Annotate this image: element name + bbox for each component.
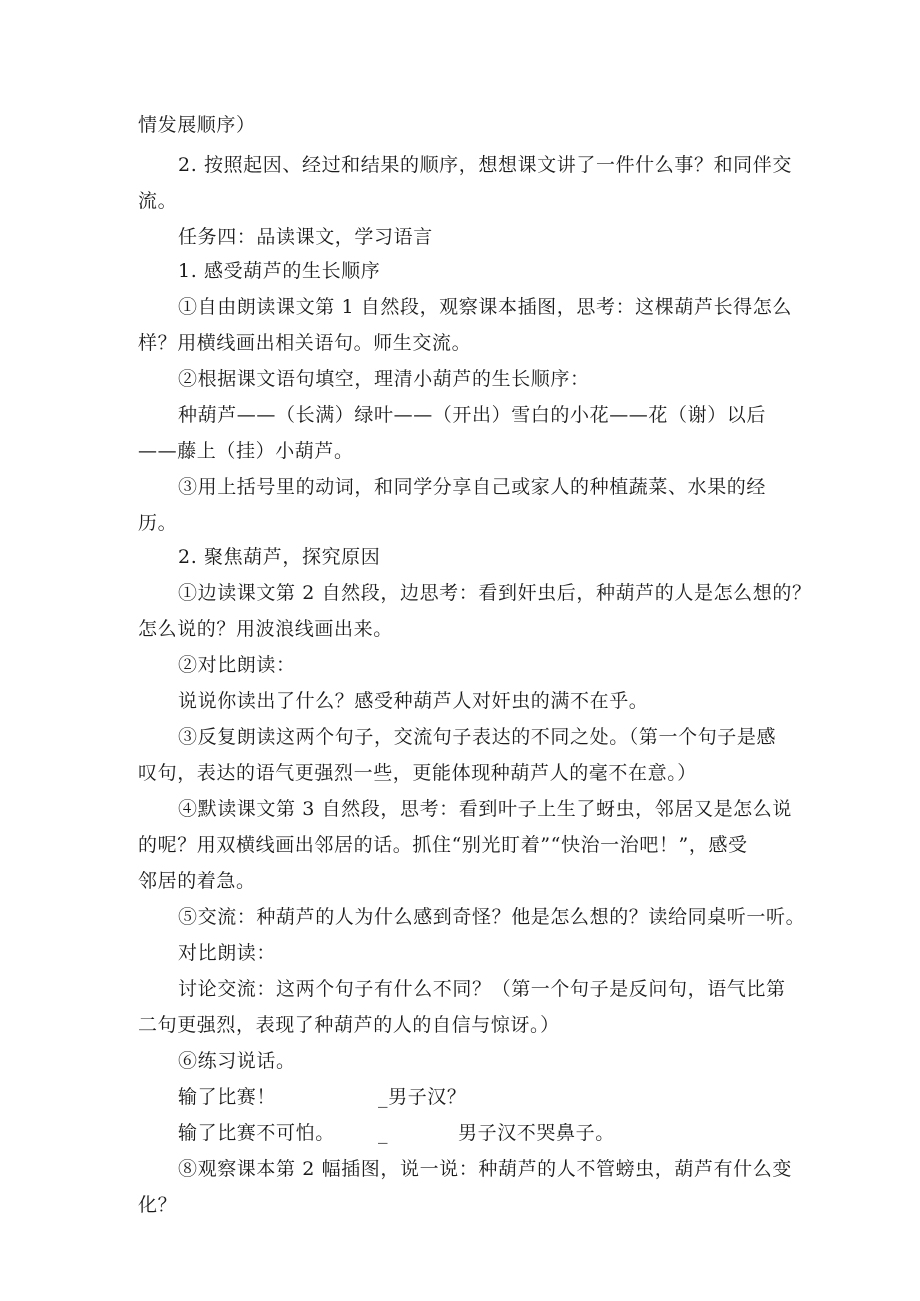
subsection-heading: 1. 感受葫芦的生长顺序 — [178, 260, 381, 282]
practice-blank: _ — [378, 1122, 389, 1144]
text-line: 历。 — [138, 512, 178, 534]
text-line: ③用上括号里的动词，和同学分享自己或家人的种植蔬菜、水果的经 — [178, 476, 767, 498]
text-line: 的呢？用双横线画出邻居的话。抓住“别光盯着”“快治一治吧！”，感受 — [138, 834, 748, 856]
text-line: ——藤上（挂）小葫芦。 — [138, 440, 354, 462]
practice-blank-text: _男子汉？ — [378, 1086, 467, 1108]
text-line: 邻居的着急。 — [138, 870, 256, 892]
practice-text: 输了比赛！ — [178, 1086, 277, 1108]
text-line: 流。 — [138, 190, 178, 212]
text-line: ⑥练习说话。 — [178, 1050, 296, 1072]
text-line: 种葫芦——（长满）绿叶——（开出）雪白的小花——花（谢）以后 — [178, 404, 767, 426]
practice-text: 输了比赛不可怕。 — [178, 1122, 335, 1144]
section-heading: 任务四：品读课文，学习语言 — [178, 226, 433, 248]
text-line: ④默读课文第 3 自然段，思考：看到叶子上生了蚜虫，邻居又是怎么说 — [178, 798, 792, 820]
practice-row-2 — [178, 1120, 615, 1146]
text-line: 情发展顺序） — [138, 114, 256, 136]
text-line: 说说你读出了什么？感受种葫芦人对奸虫的满不在乎。 — [178, 690, 649, 712]
text-line: 2. 按照起因、经过和结果的顺序，想想课文讲了一件什么事？和同伴交 — [178, 154, 792, 176]
text-line: 化？ — [138, 1194, 178, 1216]
text-line: ⑧观察课本第 2 幅插图，说一说：种葫芦的人不管螃虫，葫芦有什么变 — [178, 1158, 792, 1180]
text-line: 怎么说的？用波浪线画出来。 — [138, 618, 393, 640]
text-line: 样？用横线画出相关语句。师生交流。 — [138, 332, 472, 354]
practice-text: 男子汉不哭鼻子。 — [458, 1122, 615, 1144]
text-line: 对比朗读： — [178, 942, 277, 964]
text-line: ⑤交流：种葫芦的人为什么感到奇怪？他是怎么想的？读给同桌听一听。 — [178, 906, 806, 928]
text-line: ①边读课文第 2 自然段，边思考：看到奸虫后，种葫芦的人是怎么想的？ — [178, 582, 812, 604]
practice-row-1 — [178, 1084, 467, 1110]
text-line: ②根据课文语句填空，理清小葫芦的生长顺序： — [178, 368, 590, 390]
text-line: ③反复朗读这两个句子，交流句子表达的不同之处。（第一个句子是感 — [178, 726, 777, 748]
text-line: ①自由朗读课文第 1 自然段，观察课本插图，思考：这棵葫芦长得怎么 — [178, 296, 792, 318]
subsection-heading: 2. 聚焦葫芦，探究原因 — [178, 546, 381, 568]
text-line: 讨论交流：这两个句子有什么不同？（第一个句子是反问句，语气比第 — [178, 978, 786, 1000]
text-line: 叹句，表达的语气更强烈一些，更能体现种葫芦人的毫不在意。） — [138, 762, 697, 784]
text-line: ②对比朗读： — [178, 654, 296, 676]
text-line: 二句更强烈，表现了种葫芦的人的自信与惊讶。） — [138, 1014, 560, 1036]
